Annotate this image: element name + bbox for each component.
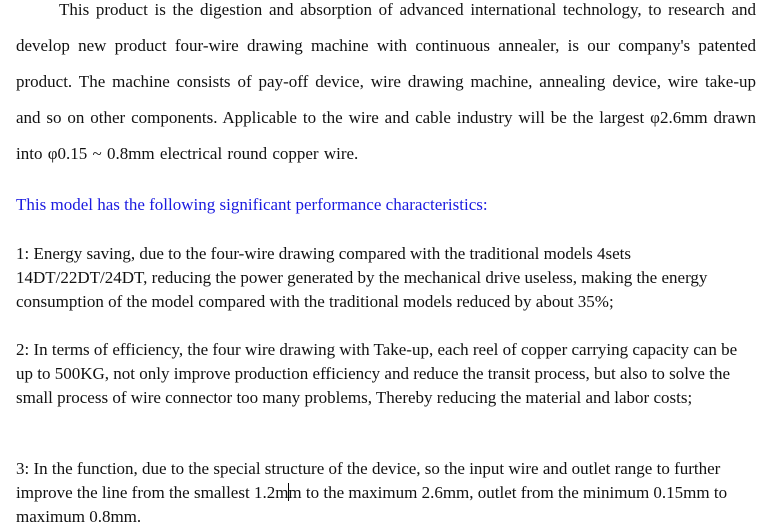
document-body [16, 0, 756, 526]
characteristics-heading: This model has the following significant performance characteristics: [16, 195, 488, 214]
function-text-before-caret: 3: In the function, due to the special structure of the device, so the input wire and outlet range to further improve the line from the smallest 1.2m [16, 459, 721, 502]
characteristic-function [16, 457, 756, 529]
characteristic-energy-saving: 1: Energy saving, due to the four-wire drawing compared with the traditional models 4sets 14DT/22DT/24DT, reducing the power generated by the mechanical drive useless, making the energy consumption of the model compared with the traditional models reduced by about 35%; [16, 244, 708, 311]
intro-paragraph: This product is the digestion and absorption of advanced international technology, to research and develop new product four-wire drawing machine with continuous annealer, is our company's patented product. The machine consists of pay-off device, wire drawing machine, annealing device, wire take-up and so on other components. Applicable to the wire and cable industry will be the largest φ2.6mm drawn into φ0.15 ~ 0.8mm electrical round copper wire. [16, 0, 756, 163]
characteristic-efficiency: 2: In terms of efficiency, the four wire drawing with Take-up, each reel of copper carrying capacity can be up to 500KG, not only improve production efficiency and reduce the transit process, but also to solve the small process of wire connector too many problems, Thereby reducing the material and labor costs; [16, 340, 738, 407]
function-text-after-caret: m to the maximum 2.6mm, outlet from the minimum 0.15mm to maximum 0.8mm. [16, 483, 728, 526]
